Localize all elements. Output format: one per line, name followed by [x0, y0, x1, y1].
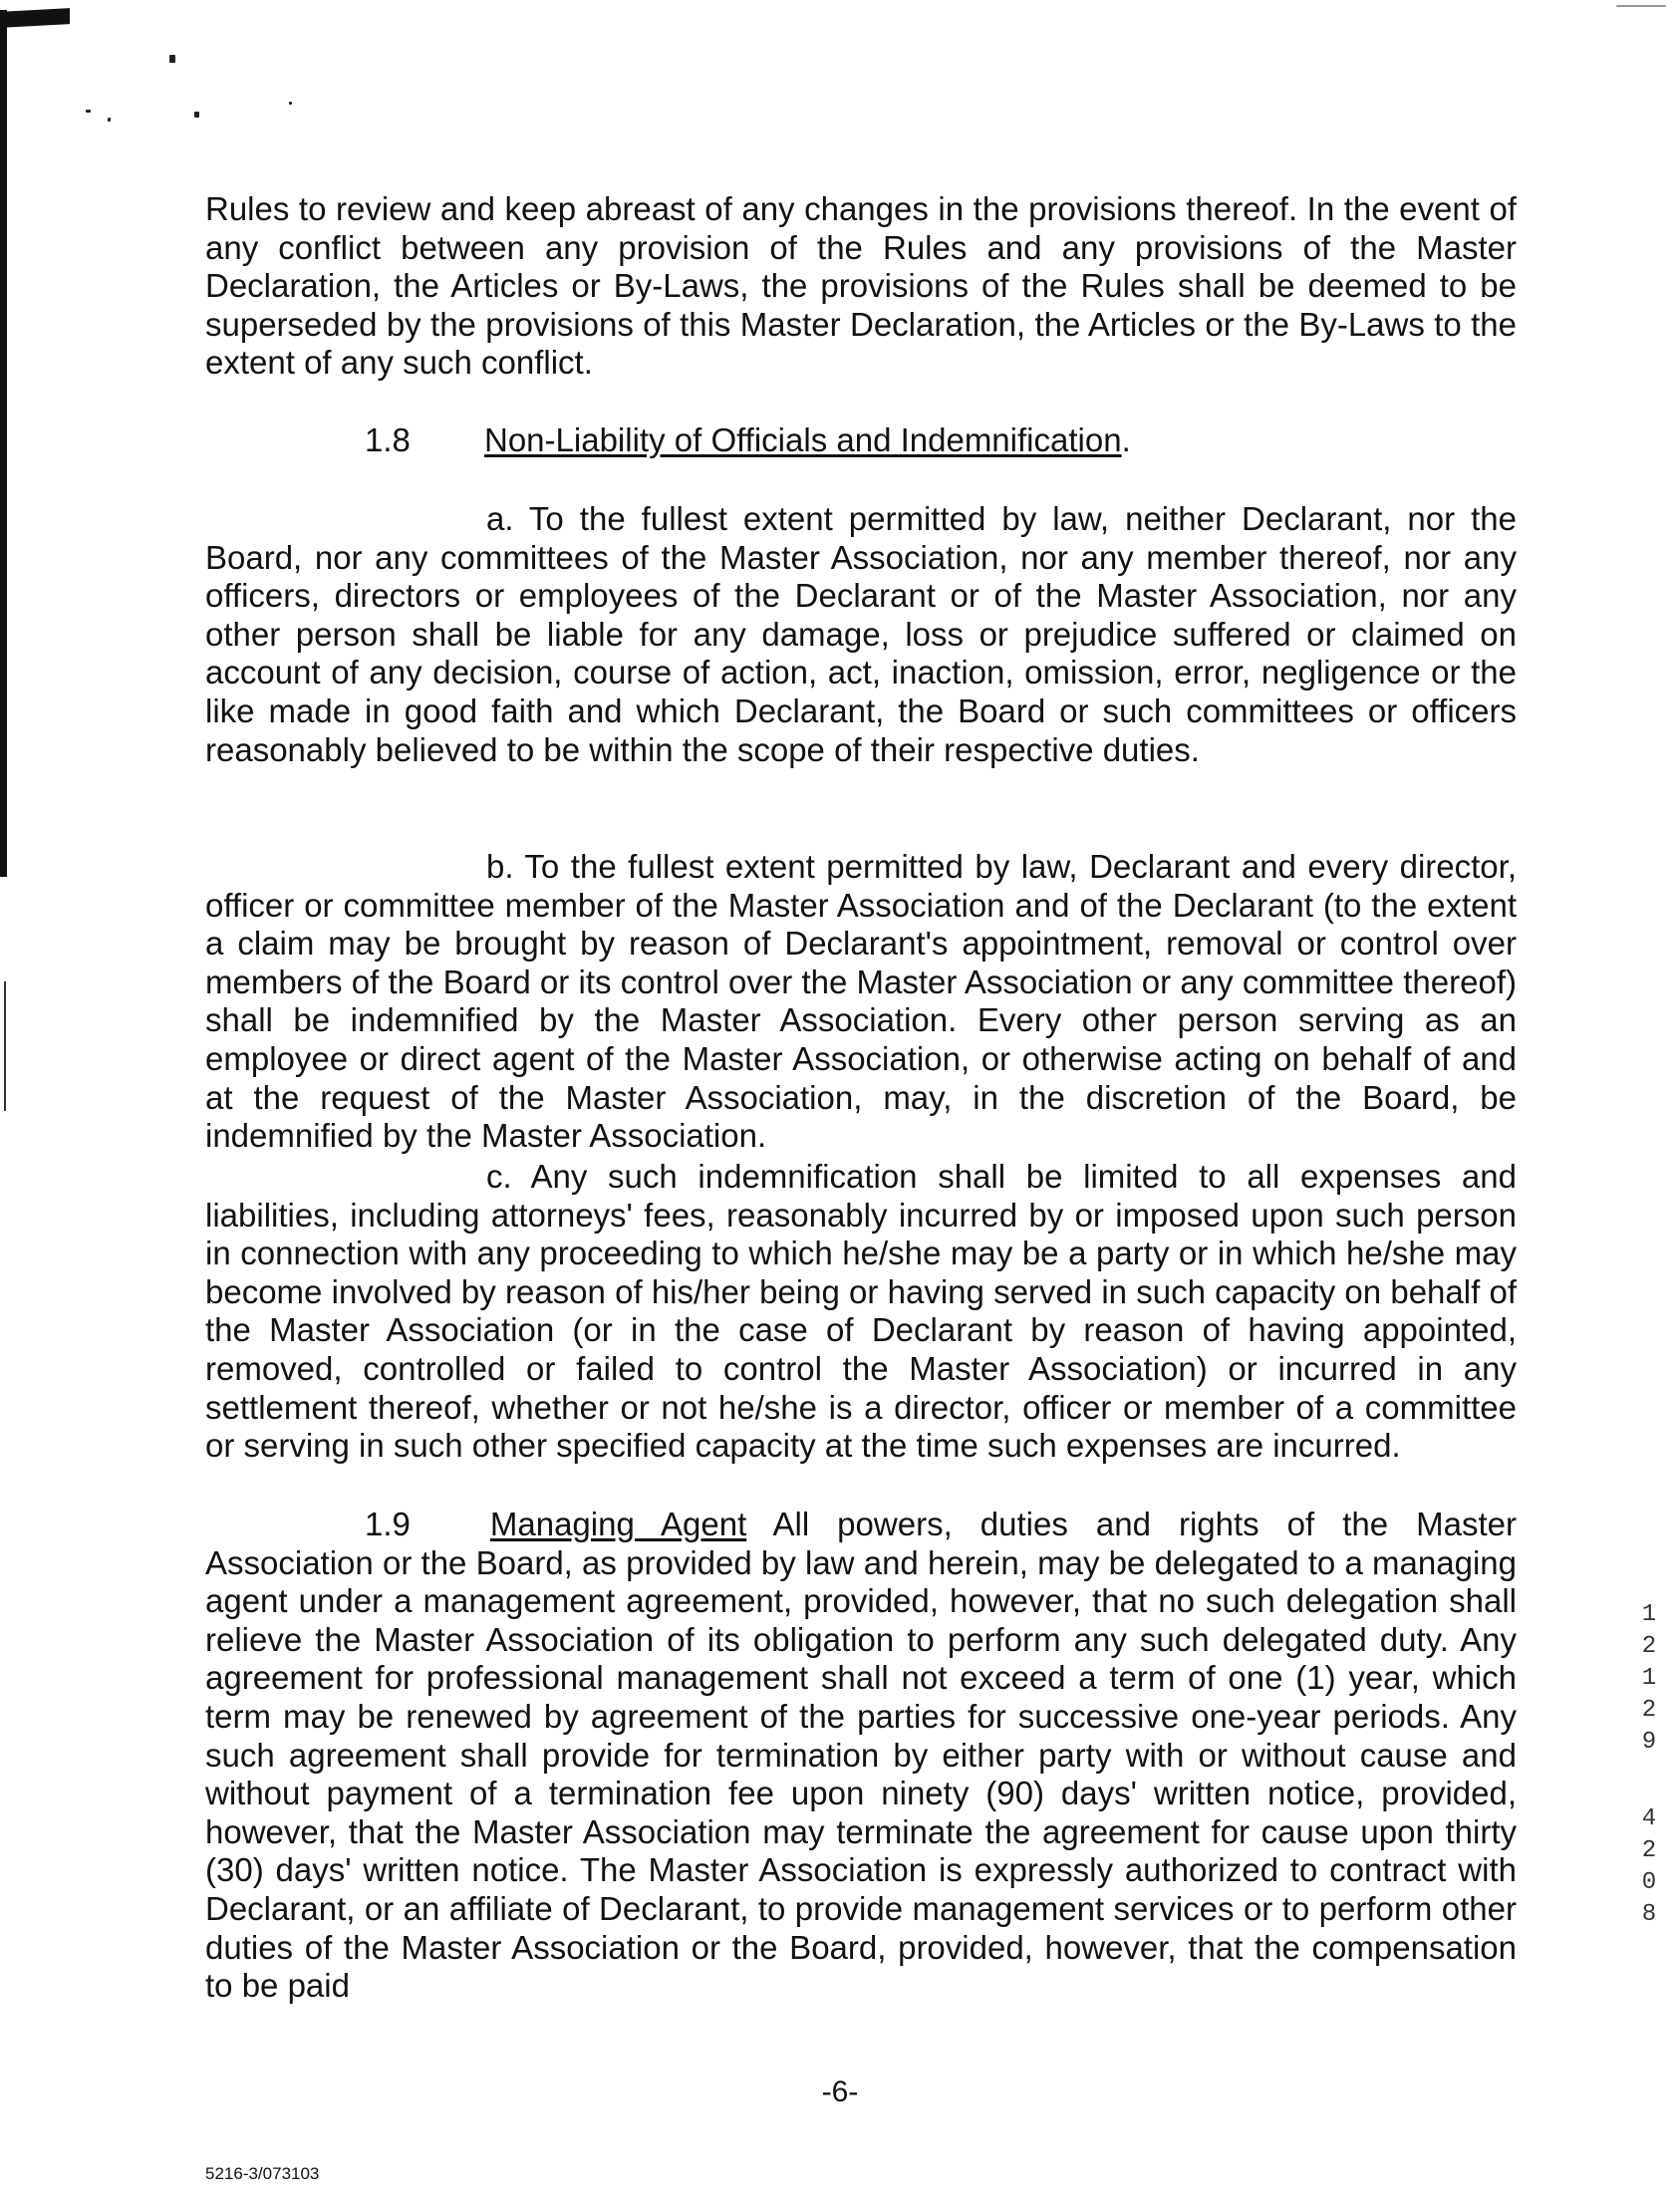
scan-speck — [86, 110, 91, 113]
paragraph-a: a. To the fullest extent permitted by law, neither Declarant, nor the Board, nor any committees of the Master Association, nor any member thereof, nor any officers, directors or employees of the Declarant or of the Master Association, nor any other person shall be liable for any damage, loss or prejudice suffered or claimed on account of any decision, course of action, act, inaction, omission, error, negligence or the like made in good faith and which Declarant, the Board or such committees or officers reasonably believed to be within the scope of their respective duties. — [205, 500, 1517, 768]
section-1-8-heading — [365, 421, 1131, 459]
stamp-digit: 9 — [1641, 1729, 1657, 1756]
paragraph-b: b. To the fullest extent permitted by law, Declarant and every director, officer or committee member of the Master Association and of the Declarant (to the extent a claim may be brought by reason of Declarant's appointment, removal or control over members of the Board or its control over the Master Association or any committee thereof) shall be indemnified by the Master Association. Every other person serving as an employee or direct agent of the Master Association, or otherwise acting on behalf of and at the request of the Master Association, may, in the discretion of the Board, be indemnified by the Master Association. — [205, 848, 1517, 1155]
paragraph-c: c. Any such indemnification shall be limited to all expenses and liabilities, including attorneys' fees, reasonably incurred by or imposed upon such person in connection with any proceeding to which he/she may be a party or in which he/she may become involved by reason of his/her being or having served in such capacity on behalf of the Master Association (or in the case of Declarant by reason of having appointed, removed, controlled or failed to control the Master Association) or incurred in any settlement thereof, whether or not he/she is a director, officer or member of a committee or serving in such other specified capacity at the time such expenses are incurred. — [205, 1158, 1517, 1465]
stamp-digit: 8 — [1641, 1901, 1657, 1928]
section-title-period: . — [1121, 421, 1131, 458]
side-stamp-upper — [1638, 1599, 1660, 1759]
scan-artifact-left — [0, 10, 7, 877]
paragraph-intro: Rules to review and keep abreast of any changes in the provisions thereof. In the event of any conflict between any provision of the Rules and any provisions of the Master Declaration, the Articles or By-Laws, the provisions of the Rules shall be deemed to be superseded by the provisions of this Master Declaration, the Articles or the By-Laws to the extent of any such conflict. — [205, 190, 1517, 382]
section-number: 1.9 — [365, 1506, 411, 1542]
stamp-digit: 0 — [1641, 1869, 1657, 1896]
stamp-digit: 1 — [1641, 1601, 1657, 1628]
section-text: All powers, duties and rights of the Master Association or the Board, as provided by law and herein, may be delegated to a managing agent under a management agreement, provided, however, that no such delegation shall relieve the Master Association of its obligation to perform any such delegated duty. Any agreement for professional management shall not exceed a term of one (1) year, which term may be renewed by agreement of the parties for successive one-year periods. Any such agreement shall provide for termination by either party with or without cause and without payment of a termination fee upon ninety (90) days' written notice, provided, however, that the Master Association may terminate the agreement for cause upon thirty (30) days' written notice. The Master Association is expressly authorized to contract with Declarant, or an affiliate of Declarant, to provide management services or to perform other duties of the Master Association or the Board, provided, however, that the compensation to be paid — [205, 1506, 1517, 2005]
footer-document-id: 5216-3/073103 — [205, 2164, 320, 2183]
scan-artifact-left-lower — [4, 981, 6, 1111]
stamp-digit: 2 — [1641, 1837, 1657, 1864]
stamp-digit: 1 — [1641, 1665, 1657, 1692]
scan-speck — [169, 55, 175, 63]
scan-artifact-top — [0, 8, 70, 28]
scan-speck — [289, 102, 292, 105]
page-number: -6- — [821, 2075, 859, 2108]
stamp-digit: 2 — [1641, 1697, 1657, 1724]
section-title: Managing Agent — [489, 1506, 747, 1542]
scan-speck — [108, 118, 111, 122]
section-title: Non-Liability of Officials and Indemnification — [484, 421, 1122, 458]
stamp-digit: 2 — [1641, 1633, 1657, 1660]
scan-speck — [194, 112, 199, 118]
side-stamp-lower — [1638, 1803, 1660, 1931]
section-1-9 — [205, 1506, 1517, 2006]
stamp-digit: 4 — [1641, 1805, 1657, 1832]
section-number: 1.8 — [365, 421, 411, 458]
scan-speck — [1616, 5, 1666, 7]
